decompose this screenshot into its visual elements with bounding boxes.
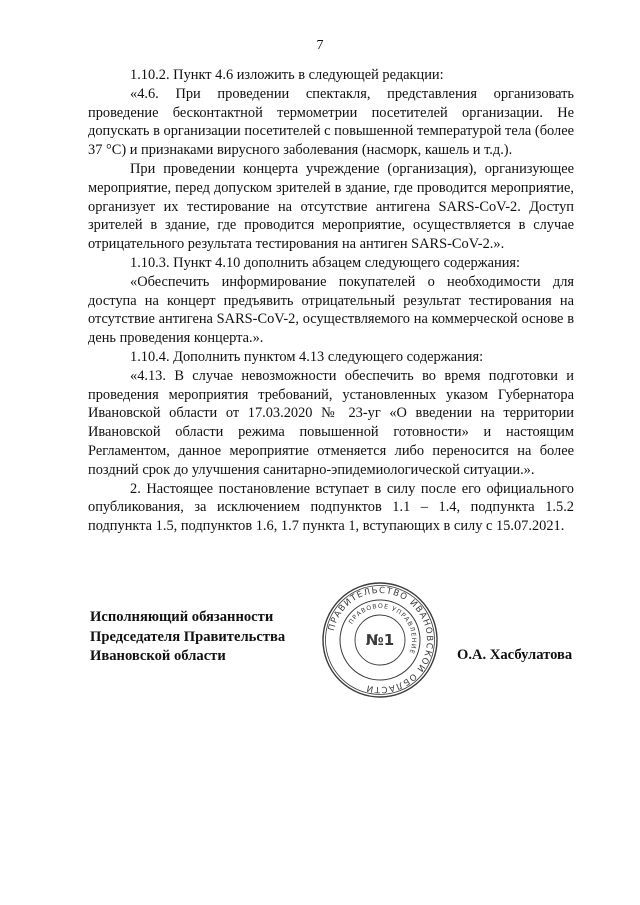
paragraph-1-10-4: 1.10.4. Дополнить пунктом 4.13 следующего содержания:	[130, 348, 484, 365]
signer-position-line-3: Ивановской области	[90, 648, 226, 664]
paragraph-1-10-3: 1.10.3. Пункт 4.10 дополнить абзацем следующего содержания:	[130, 254, 521, 271]
signer-name: О.А. Хасбулатова	[457, 647, 573, 663]
paragraph-4-6: «4.6. При проведении спектакля, представления организовать проведение бесконтактной термометрии посетителей организации. Не допускать в организации посетителей с повышенной температурой тела (более 37 °С) и признаками вирусного заболевания (насморк, кашель и т.д.).	[88, 85, 574, 159]
paragraph-4-13: «4.13. В случае невозможности обеспечить во время подготовки и проведения мероприятия требований, установленных указом Губернатора Ивановской области от 17.03.2020 № 23-уг «О введении на территории Ивановской области режима повышенной готовности» и настоящим Регламентом, данное мероприятие отменяется либо переносится на более поздний срок до улучшения санитарно-эпидемиологической ситуации.».	[88, 367, 574, 478]
signature-block	[90, 608, 285, 667]
stamp-number: №1	[365, 631, 395, 649]
official-stamp	[318, 578, 442, 702]
paragraph-customer-info: «Обеспечить информирование покупателей о необходимости для доступа на концерт предъявить отрицательный результат тестирования на отсутствие антигена SARS-CoV-2, осуществляемого на коммерческой основе в день проведения концерта.».	[88, 273, 574, 347]
stamp-inner-text: ПРАВОВОЕ УПРАВЛЕНИЕ	[347, 602, 418, 656]
page-number: 7	[316, 38, 324, 53]
paragraph-concert-testing: При проведении концерта учреждение (организация), организующее мероприятие, перед допуском зрителей в здание, где проводится мероприятие, организует их тестирование на отсутствие антигена SARS-CoV-2. Доступ зрителей в здание, где проводится мероприятие, осуществляется в случае отрицательного результата тестирования на антиген SARS-CoV-2.».	[88, 160, 574, 253]
document-body	[88, 66, 574, 536]
paragraph-effective-date: 2. Настоящее постановление вступает в силу после его официального опубликования, за исключением подпунктов 1.1 – 1.4, подпункта 1.5.2 подпункта 1.5, подпунктов 1.6, 1.7 пункта 1, вступающих в силу с 15.07.2021.	[88, 480, 574, 535]
signer-position-line-2: Председателя Правительства	[90, 628, 286, 645]
paragraph-1-10-2: 1.10.2. Пункт 4.6 изложить в следующей редакции:	[130, 67, 444, 83]
signer-position-line-1: Исполняющий обязанности	[90, 609, 274, 625]
stamp-seal-icon	[318, 578, 442, 702]
stamp-ring-text: ПРАВИТЕЛЬСТВО ИВАНОВСКОЙ ОБЛАСТИ	[326, 585, 435, 695]
